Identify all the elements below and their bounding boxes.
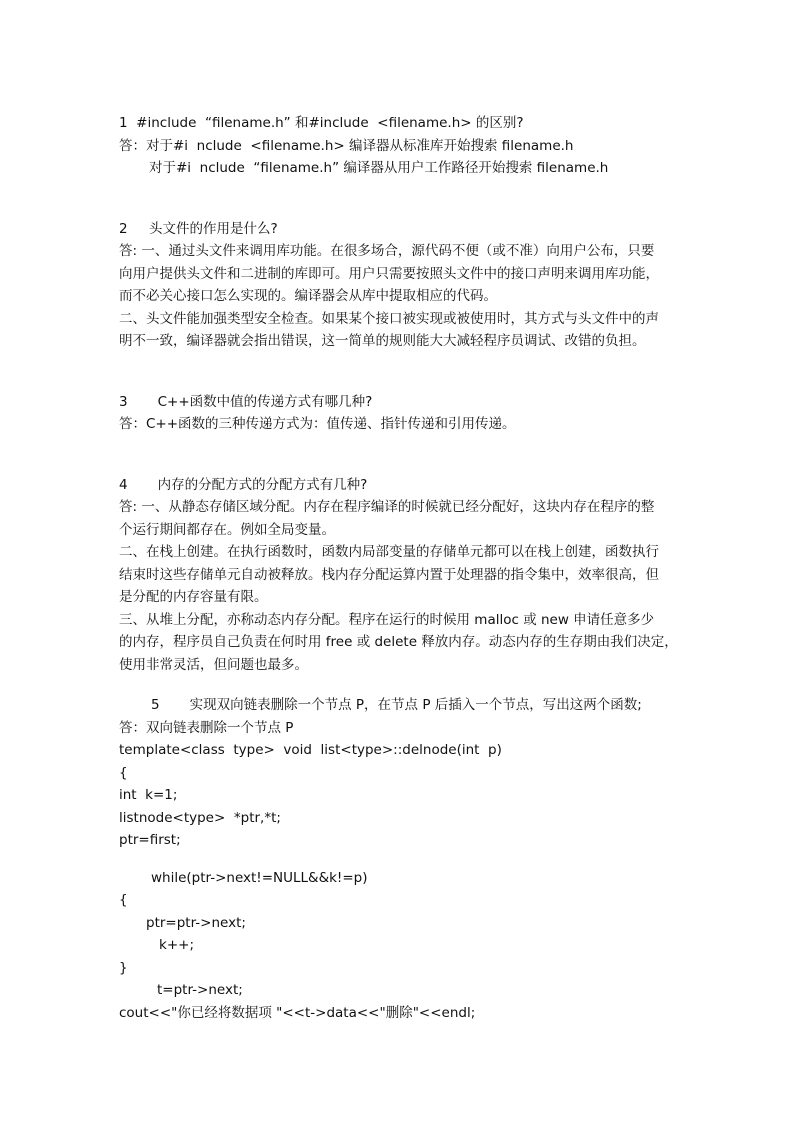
q4-answer-line-4: 结束时这些存储单元自动被释放。栈内存分配运算内置于处理器的指令集中，效率很高，但 [119, 566, 659, 583]
code-line: listnode<type> *ptr,*t; [119, 809, 281, 826]
code-line: } [119, 959, 128, 976]
code-line: template<class type> void list<type>::delnode(int p) [119, 742, 502, 758]
q1-answer-line-2: 对于#i nclude “filename.h” 编译器从用户工作路径开始搜索 filename.h [149, 160, 609, 176]
q2-answer-line-4: 二、头文件能加强类型安全检查。如果某个接口被实现或被使用时，其方式与头文件中的声 [119, 310, 659, 327]
q4-answer-line-2: 个运行期间都存在。例如全局变量。 [119, 521, 335, 538]
spacer [119, 436, 679, 474]
q3-question: 3 C++函数中值的传递方式有哪几种? [119, 393, 373, 410]
q2-question: 2 头文件的作用是什么? [119, 220, 278, 237]
q4-answer-line-6: 三、从堆上分配，亦称动态内存分配。程序在运行的时候用 malloc 或 new 申请任意多少 [119, 611, 655, 628]
spacer [119, 676, 679, 694]
q5-question: 5 实现双向链表删除一个节点 P，在节点 P 后插入一个节点，写出这两个函数; [151, 697, 642, 713]
code-line: { [119, 764, 128, 781]
q2-answer-line-2: 向用户提供头文件和二进制的库即可。用户只需要按照头文件中的接口声明来调用库功能， [119, 265, 659, 282]
spacer [119, 180, 679, 218]
code-line: cout<<"你已经将数据项 "<<t->data<<"删除"<<endl; [119, 1004, 476, 1021]
q2-answer-line-5: 明不一致，编译器就会指出错误，这一简单的规则能大大减轻程序员调试、改错的负担。 [119, 333, 646, 349]
q4-answer-line-3: 二、在栈上创建。在执行函数时，函数内局部变量的存储单元都可以在栈上创建，函数执行 [119, 544, 659, 560]
q4-answer-line-8: 使用非常灵活，但问题也最多。 [119, 656, 308, 673]
q5-answer: 答：双向链表删除一个节点 P [119, 719, 294, 736]
q4-answer-line-5: 是分配的内存容量有限。 [119, 589, 268, 605]
code-line: ptr=first; [119, 832, 181, 848]
q4-answer-line-7: 的内存，程序员自己负责在何时用 free 或 delete 释放内存。动态内存的生存期由我们决定， [119, 634, 678, 650]
q3-answer: 答：C++函数的三种传递方式为：值传递、指针传递和引用传递。 [119, 416, 516, 432]
document-page [119, 112, 679, 1024]
code-line: { [119, 892, 128, 908]
code-line: k++; [159, 937, 194, 953]
q4-answer-line-1: 答: 一、从静态存储区域分配。内存在程序编译的时候就已经分配好，这块内存在程序的整 [119, 499, 655, 515]
q1-question: 1 #include “filename.h” 和#include <filename.h> 的区别? [119, 115, 524, 131]
code-line: ptr=ptr->next; [146, 914, 246, 931]
spacer [119, 353, 679, 391]
q2-answer-line-3: 而不必关心接口怎么实现的。编译器会从库中提取相应的代码。 [119, 288, 497, 304]
q2-answer-line-1: 答: 一、通过头文件来调用库功能。在很多场合，源代码不便（或不准）向用户公布，只要 [119, 243, 655, 259]
spacer [119, 852, 679, 867]
code-line: int k=1; [119, 787, 178, 803]
code-line: t=ptr->next; [157, 982, 243, 998]
code-line: while(ptr->next!=NULL&&k!=p) [151, 869, 368, 886]
q1-answer-line-1: 答：对于#i nclude <filename.h> 编译器从标准库开始搜索 filename.h [119, 137, 574, 154]
q4-question: 4 内存的分配方式的分配方式有几种? [119, 476, 368, 493]
